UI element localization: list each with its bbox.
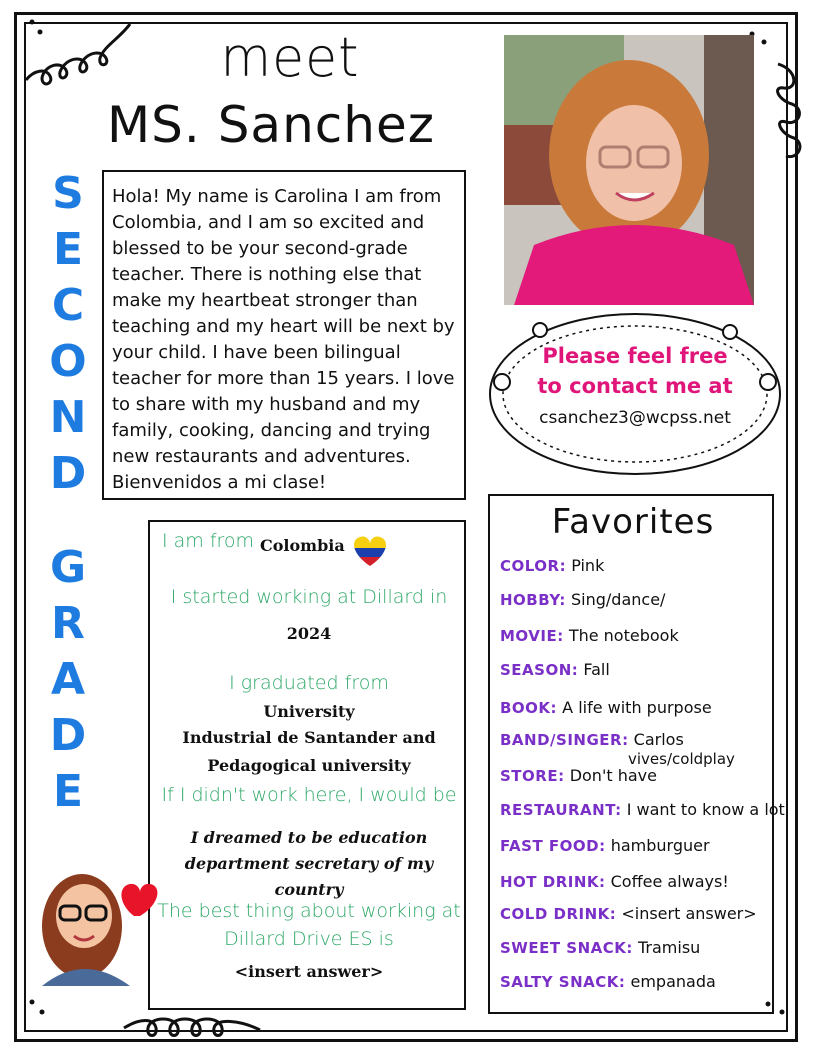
letter: R [51,598,85,649]
dream-value-2: department secretary of my [184,854,434,873]
graduated-value-3: Pedagogical university [207,756,411,775]
facts-box [148,520,466,1010]
dream-label: If I didn't work here, I would be [161,784,457,806]
started-label: I started working at Dillard in [170,586,448,608]
graduated-label: I graduated from [229,672,389,694]
fav-row [500,730,800,749]
fav-row [500,836,800,855]
fav-label: RESTAURANT: [500,801,622,819]
fav-row [500,626,800,645]
fav-label: SEASON: [500,661,579,679]
letter: D [49,448,87,499]
fav-label: HOT DRINK: [500,873,606,891]
bio-text: Hola! My name is Carolina I am from Colombia, and I am so excited and blessed to be your second-grade teacher. There is nothing else that make my heartbeat stronger than teaching and my heart will be next by your child. I have been bilingual teacher for more than 15 years. I love to share with my husband and my family, cooking, dancing and trying new restaurants and adventures. Bienvenidos a mi clase! [112,186,455,493]
contact-line-1: Please feel free [542,344,728,368]
fav-row [500,872,800,891]
portrait-illustration [504,35,754,305]
fav-row [500,972,800,991]
fav-row [500,590,800,609]
fav-band-extra: vives/coldplay [628,750,735,768]
graduated-value-1: University [263,702,355,721]
fav-value: Carlos [633,730,684,749]
favorites-title: Favorites [551,502,715,542]
fav-value: Coffee always! [610,872,729,891]
fav-label: SALTY SNACK: [500,973,626,991]
fav-row [500,556,800,575]
letter: E [52,224,84,275]
dream-value-1: I dreamed to be education [190,828,428,847]
fav-row [500,766,800,785]
bio-box [102,170,466,500]
fav-row [500,800,800,819]
doodle-loops-top-left [20,10,140,100]
fav-value: Tramisu [638,938,701,957]
best-label-1: The best thing about working at [157,900,461,922]
favorites-box [488,494,785,1014]
contact-bubble [480,302,790,492]
fav-row [500,660,800,679]
best-label-2: Dillard Drive ES is [224,928,394,950]
avatar-heart-sticker [34,866,158,986]
letter: O [49,336,87,387]
vertical-word-grade [46,540,90,820]
contact-line-2: to contact me at [537,374,733,398]
letter: C [51,280,85,331]
letter: N [49,392,87,443]
letter: S [52,168,84,219]
fav-label: MOVIE: [500,627,564,645]
doodle-loops-right [768,60,812,180]
fav-value: Pink [571,556,605,575]
contact-email[interactable]: csanchez3@wcpss.net [539,408,731,428]
fav-label: STORE: [500,767,565,785]
from-value: Colombia [260,536,345,555]
fav-value: <insert answer> [621,904,757,923]
vertical-word-second [46,166,90,502]
fav-label: BOOK: [500,699,558,717]
letter: D [49,710,87,761]
fav-label: FAST FOOD: [500,837,606,855]
fav-value: Fall [583,660,610,679]
fav-row [500,698,800,717]
teacher-name: MS. Sanchez [107,96,435,154]
fav-value: The notebook [568,626,679,645]
fav-value: empanada [630,972,716,991]
fav-label: COLD DRINK: [500,905,617,923]
started-value: 2024 [286,624,332,643]
fav-row [500,938,800,957]
fav-row [500,904,800,923]
fav-value: A life with purpose [562,698,712,717]
fav-label: BAND/SINGER: [500,731,629,749]
letter: A [50,654,86,705]
letter: G [49,542,87,593]
fav-value: hamburguer [610,836,710,855]
meet-heading: meet [220,26,360,90]
doodle-dots-bottom-left [24,996,54,1026]
best-value: <insert answer> [234,962,384,981]
fav-label: COLOR: [500,557,567,575]
fav-label: SWEET SNACK: [500,939,633,957]
from-label: I am from [162,530,255,552]
teacher-photo [504,35,754,305]
fav-value: I want to know a lot [626,800,785,819]
graduated-value-2: Industrial de Santander and [182,728,436,747]
fav-value: Sing/dance/ [571,590,666,609]
fav-label: HOBBY: [500,591,566,609]
letter: E [52,766,84,817]
dream-value-3: country [274,880,344,899]
doodle-loops-bottom [120,1008,270,1048]
colombia-heart-icon [350,532,390,568]
fav-value: Don't have [569,766,657,785]
